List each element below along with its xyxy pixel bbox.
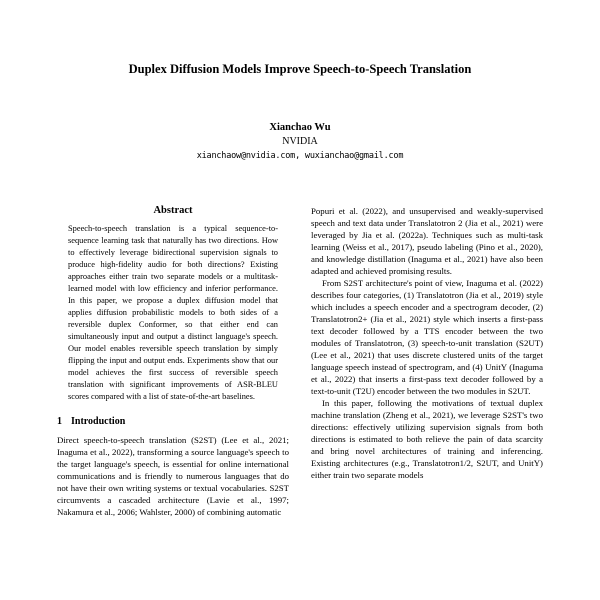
abstract-text: Speech-to-speech translation is a typical sequence-to-sequence learning task that naturally has two directions. How to effectively leverage bidirectional supervision signals to produce high-fidelity audio for both directions? Existing approaches either train two separate models or a multitask-learned model with low efficiency and inferior performance. In this paper, we propose a duplex diffusion model that applies diffusion probabilistic models to both sides of a reversible duplex Conformer, so that either end can simultaneously input and output a distinct language's speech. Our model enables reversible speech translation by simply flipping the input and output ends. Experiments show that our model achieves the first success of reversible speech translation with significant improvements of ASR-BLEU scores compared with a list of state-of-the-art baselines. [68, 223, 278, 401]
author-block [57, 122, 543, 161]
abstract-heading: Abstract [153, 204, 193, 216]
body-paragraph-1: Popuri et al. (2022), and unsupervised and weakly-supervised speech and text data under Translatotron 2 (Jia et al., 2021) were leveraged by Jia et al. (2022a). Techniques such as multi-task learning (Weiss et al., 2017), pseudo labeling (Pino et al., 2020), and knowledge distillation (Inaguma et al., 2021) have also been adapted and achieved promising results. [311, 205, 543, 276]
paper-title: Duplex Diffusion Models Improve Speech-to-Speech Translation [128, 62, 472, 76]
author-name: Xianchao Wu [269, 121, 331, 133]
section-number: 1 [57, 415, 62, 427]
section-heading-introduction [57, 416, 289, 427]
body-paragraph-2: From S2ST architecture's point of view, Inaguma et al. (2022) describes four categories, (1) Translatotron (Jia et al., 2019) style which includes a speech encoder and a spectrogram decoder, (2) Translatotron2+ (Jia et al., 2021) style which inserts a first-pass text decoder followed by a TTS encoder between the two modules of Translatotron, (3) speech-to-unit translation (S2UT) (Lee et al., 2021) that uses discrete clustered units of the target language speech instead of spectrogram, and (4) UnitY (Inaguma et al., 2022) that inserts a first-pass text decoder followed by a text-to-unit (T2U) encoder between the two modules in S2UT. [311, 277, 543, 396]
introduction-paragraph: Direct speech-to-speech translation (S2ST) (Lee et al., 2021; Inaguma et al., 2022), transforming a source language's speech to the target language's speech, is essential for online international communications and is friendly to numerous languages that do not have their own writing systems or textual vocabularies. S2ST circumvents a cascaded architecture (Lavie et al., 1997; Nakamura et al., 2006; Wahlster, 2000) of combining automatic [57, 434, 289, 517]
right-column [311, 205, 543, 518]
author-emails: xianchaow@nvidia.com, wuxianchao@gmail.com [196, 150, 404, 161]
left-column [57, 205, 289, 518]
two-column-body [57, 205, 543, 518]
body-paragraph-3: In this paper, following the motivations of textual duplex machine translation (Zheng et al., 2021), we leverage S2ST's two directions: effectively utilizing supervision signals from both directions is estimated to both relieve the pain of data scarcity and bring novel architectures of training and inferencing. Existing architectures (e.g., Translatotron1/2, S2UT, and UnitY) either train two separate models [311, 397, 543, 480]
section-title: Introduction [71, 415, 126, 427]
author-affiliation: NVIDIA [282, 135, 318, 147]
